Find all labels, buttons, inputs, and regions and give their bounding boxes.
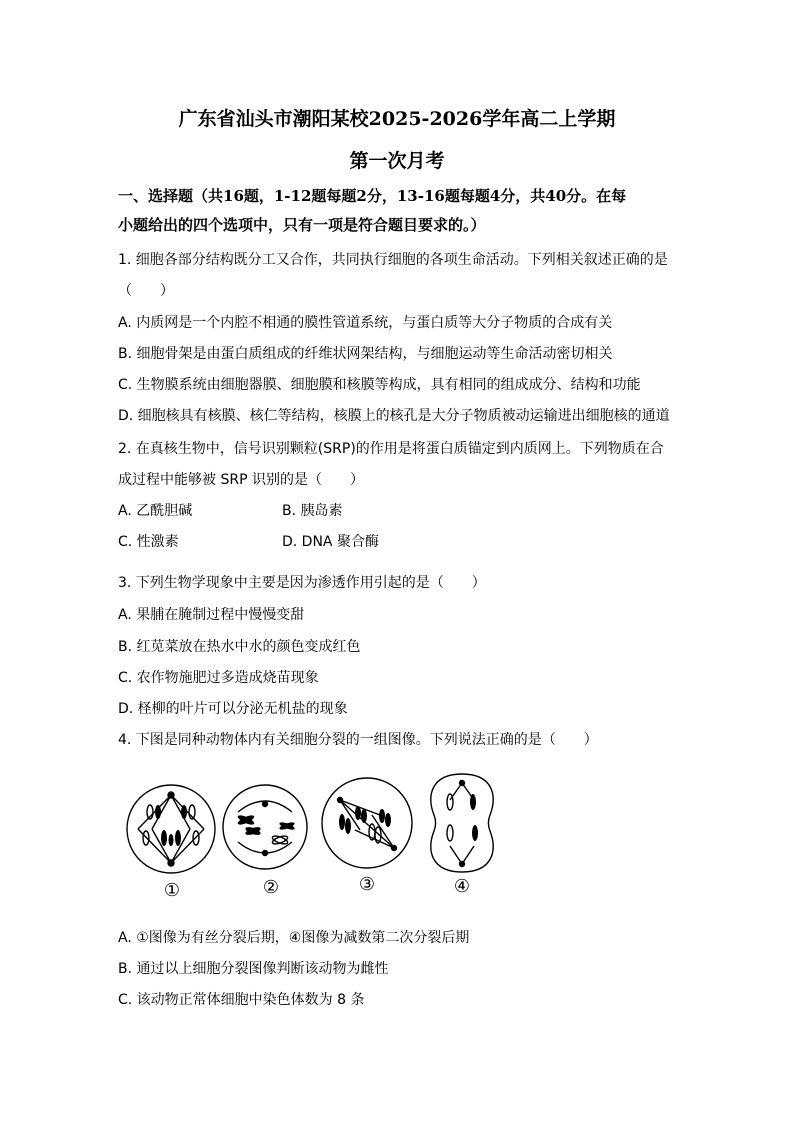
q3-option-c: C. 农作物施肥过多造成烧苗现象 xyxy=(118,670,319,686)
figure-label-1: ① xyxy=(163,880,181,901)
q4-stem: 4. 下图是同种动物体内有关细胞分裂的一组图像。下列说法正确的是（ ） xyxy=(118,732,598,748)
page-title-line2: 第一次月考 xyxy=(349,150,445,172)
q1-option-c: C. 生物膜系统由细胞器膜、细胞膜和核膜等构成，具有相同的组成成分、结构和功能 xyxy=(118,377,641,393)
section-heading-line2: 小题给出的四个选项中，只有一项是符合题目要求的。） xyxy=(118,216,486,234)
figure-label-3: ③ xyxy=(358,874,376,895)
q2-stem-line1: 2. 在真核生物中，信号识别颗粒(SRP)的作用是将蛋白质锚定到内质网上。下列物质在合 xyxy=(118,441,664,457)
page-title-line1: 广东省汕头市潮阳某校2025-2026学年高二上学期 xyxy=(178,108,616,130)
q1-option-a: A. 内质网是一个内腔不相通的膜性管道系统，与蛋白质等大分子物质的合成有关 xyxy=(118,315,613,331)
q2-option-c: C. 性激素 xyxy=(118,534,179,550)
cell-4-illustration xyxy=(431,774,493,872)
cell-3-illustration xyxy=(322,778,412,868)
cell-division-figure xyxy=(0,760,794,920)
q4-option-c: C. 该动物正常体细胞中染色体数为 8 条 xyxy=(118,992,365,1008)
q2-option-d: D. DNA 聚合酶 xyxy=(282,534,379,550)
q1-option-b: B. 细胞骨架是由蛋白质组成的纤维状网架结构，与细胞运动等生命活动密切相关 xyxy=(118,346,613,362)
figure-label-4: ④ xyxy=(453,876,471,897)
q3-option-b: B. 红苋菜放在热水中水的颜色变成红色 xyxy=(118,639,361,655)
q4-option-b: B. 通过以上细胞分裂图像判断该动物为雌性 xyxy=(118,961,389,977)
q2-option-a: A. 乙酰胆碱 xyxy=(118,503,193,519)
section-heading-line1: 一、选择题（共16题，1-12题每题2分，13-16题每题4分，共40分。在每 xyxy=(118,187,627,205)
q3-stem: 3. 下列生物学现象中主要是因为渗透作用引起的是（ ） xyxy=(118,575,486,591)
q3-option-a: A. 果脯在腌制过程中慢慢变甜 xyxy=(118,607,305,623)
q4-option-a: A. ①图像为有丝分裂后期，④图像为减数第二次分裂后期 xyxy=(118,930,470,946)
q2-option-b: B. 胰岛素 xyxy=(282,503,343,519)
q1-stem-line2: （ ） xyxy=(118,283,174,299)
cell-1-illustration xyxy=(127,785,215,873)
figure-label-2: ② xyxy=(262,877,280,898)
q1-stem-line1: 1. 细胞各部分结构既分工又合作，共同执行细胞的各项生命活动。下列相关叙述正确的是 xyxy=(118,252,668,268)
q1-option-d: D. 细胞核具有核膜、核仁等结构，核膜上的核孔是大分子物质被动运输进出细胞核的通道 xyxy=(118,408,670,424)
q2-stem-line2: 成过程中能够被 SRP 识别的是（ ） xyxy=(118,472,364,488)
q3-option-d: D. 柽柳的叶片可以分泌无机盐的现象 xyxy=(118,701,348,717)
cell-2-illustration xyxy=(223,785,307,869)
